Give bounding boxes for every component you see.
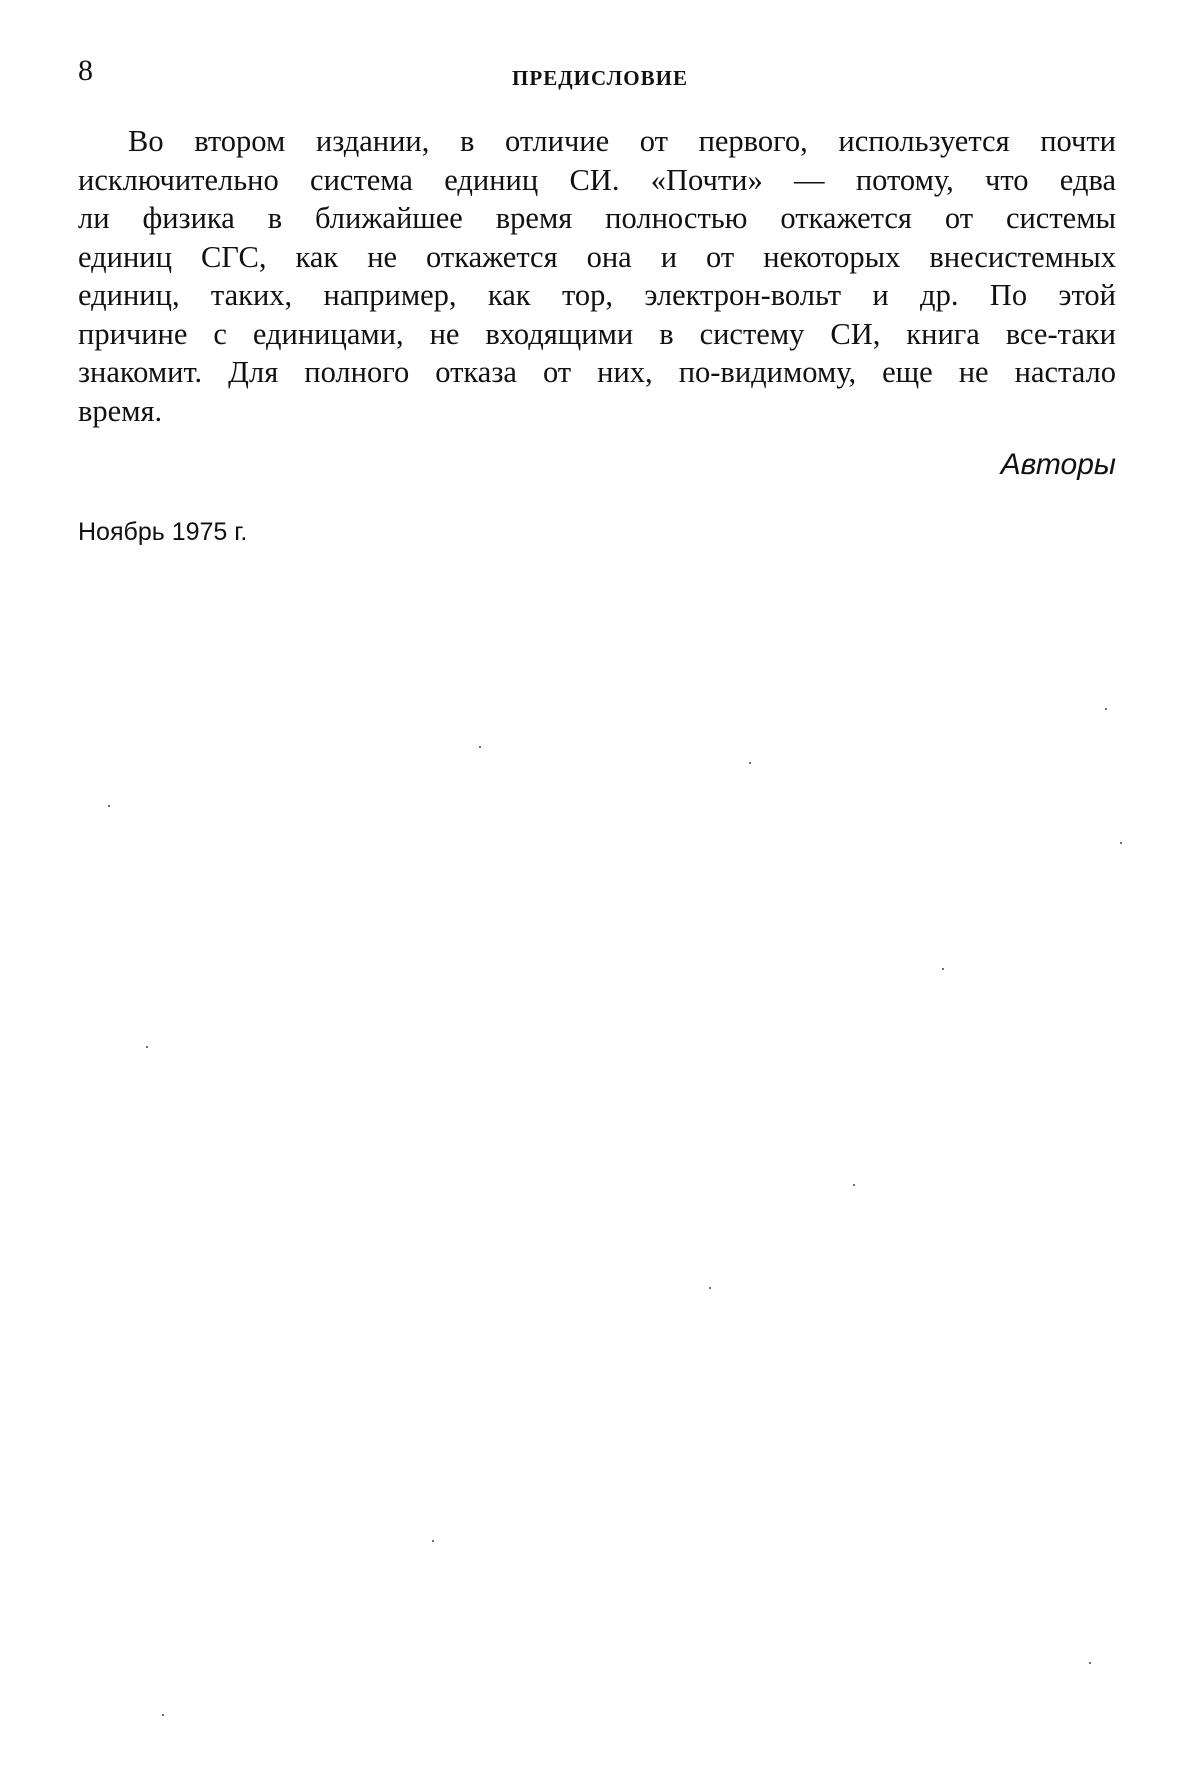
paragraph-line-7: знакомит. Для полного отказа от них, по-видимому, еще не настало	[78, 355, 1116, 389]
paragraph-line-5: единиц, таких, например, как тор, электрон-вольт и др. По этой	[78, 278, 1116, 312]
scan-speck	[749, 762, 751, 764]
paragraph-line-3: ли физика в ближайшее время полностью откажется от системы	[78, 201, 1116, 235]
running-header: ПРЕДИСЛОВИЕ	[512, 66, 688, 90]
paragraph-line-1: Во втором издании, в отличие от первого, используется почти	[128, 124, 1116, 158]
scan-speck	[1089, 1662, 1091, 1664]
scan-speck	[162, 1714, 164, 1716]
scan-speck	[1120, 842, 1122, 844]
scan-speck	[1105, 708, 1107, 710]
paragraph-line-6: причине с единицами, не входящими в систему СИ, книга все-таки	[78, 316, 1116, 351]
preface-paragraph	[78, 122, 1116, 430]
paragraph-line-2: исключительно система единиц СИ. «Почти» — потому, что едва	[78, 162, 1116, 197]
scan-speck	[432, 1540, 434, 1542]
authors-signature: Авторы	[1000, 448, 1116, 481]
scan-speck	[709, 1287, 711, 1289]
preface-date: Ноябрь 1975 г.	[78, 518, 248, 546]
page-number: 8	[78, 54, 93, 87]
scan-speck	[853, 1184, 855, 1186]
scan-speck	[479, 746, 481, 748]
paragraph-line-4: единиц СГС, как не откажется она и от некоторых внесистемных	[78, 239, 1116, 274]
scan-speck	[146, 1046, 148, 1048]
scan-speck	[108, 805, 110, 807]
paragraph-line-8: время.	[78, 393, 163, 428]
scan-speck	[942, 968, 944, 970]
